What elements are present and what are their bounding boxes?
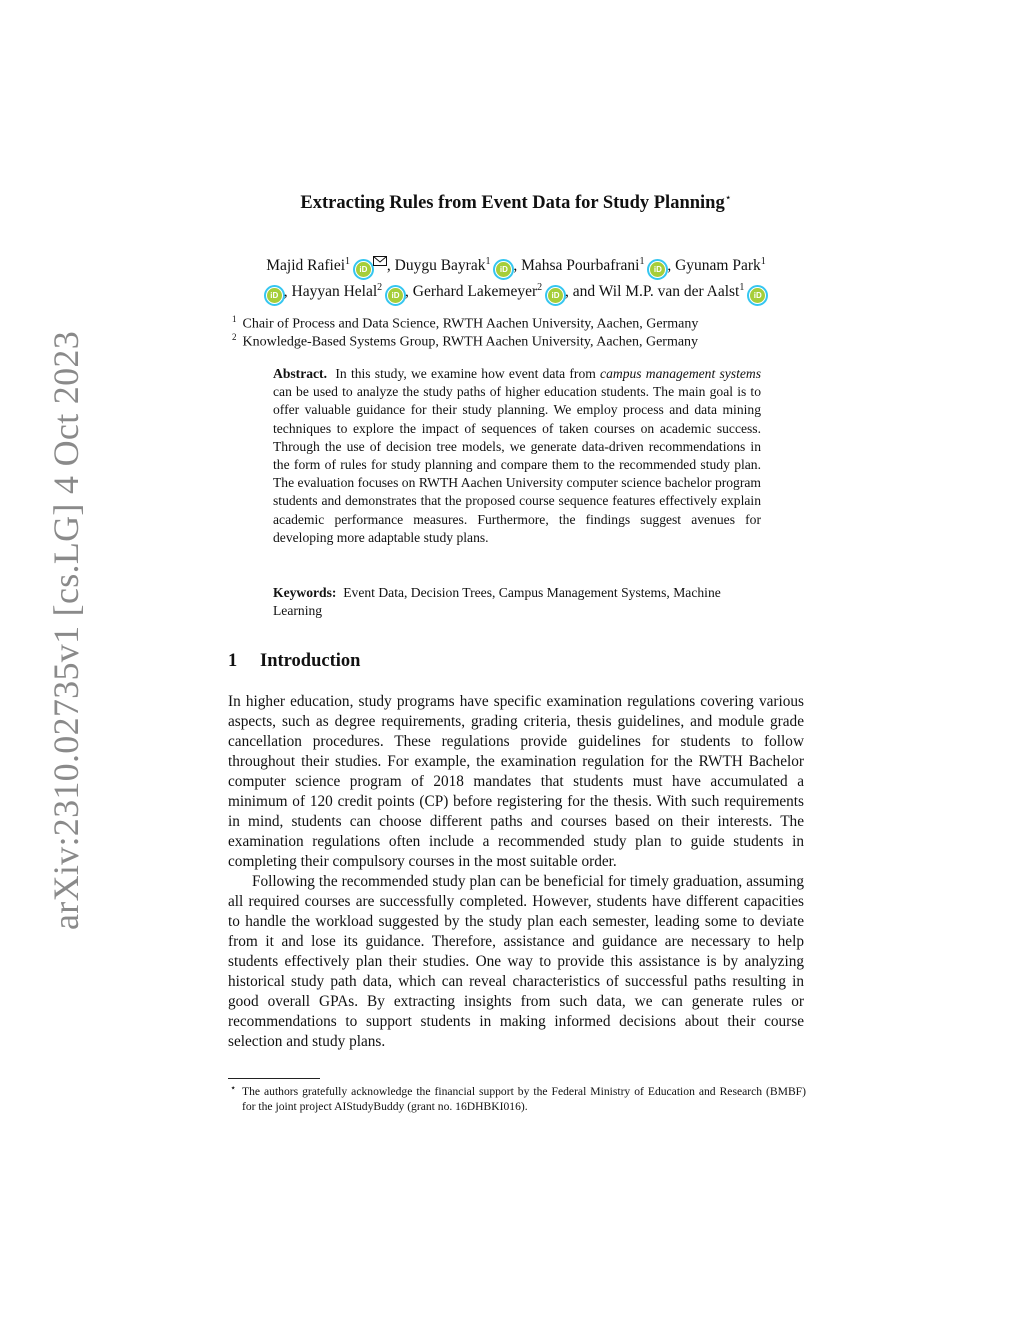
orcid-icon[interactable]: iD — [267, 288, 282, 303]
author-affil-sup: 1 — [739, 282, 745, 294]
section-heading — [228, 651, 360, 672]
abstract-italic: campus management systems — [600, 366, 761, 381]
author-name: Mahsa Pourbafrani — [521, 257, 640, 275]
orcid-icon[interactable]: iD — [750, 288, 765, 303]
author-affil-sup: 1 — [760, 256, 766, 267]
author-list: Majid Rafiei$^1$ iD , Duygu Bayrak$^1$ iD , Mahsa Pourbafrani$^1$ iD , Gyunam Park$^1$ iD , Hayyan Helal$^2$ iD , Gerhard Lakemeyer$^2$ iD , and Wil M.P. van der Aalst$^1$ iD — [222, 251, 810, 303]
paragraph: Following the recommended study plan can be beneficial for timely graduation, assuming all required courses are successfully completed. However, students have different capacities to handle the workload suggested by the study plan each semester, leading some to deviate from it and lose its guidance. Therefore, assistance and guidance are necessary to help students effectively plan their studies. One way to provide this assistance is by analyzing historical study path data, which can reveal characteristics of successful paths resulting in good overall GPAs. By extracting insights from such data, we can generate rules or recommendations to support students in making informed decisions about their course selection and study plans. — [228, 873, 804, 1050]
orcid-icon[interactable]: iD — [548, 288, 563, 303]
abstract-text-start: In this study, we examine how event data from — [335, 366, 601, 381]
affiliation-text: Knowledge-Based Systems Group, RWTH Aachen University, Aachen, Germany — [242, 334, 699, 350]
affiliation-text: Chair of Process and Data Science, RWTH Aachen University, Aachen, Germany — [242, 316, 699, 332]
keywords — [273, 584, 761, 620]
author-name: Hayyan Helal — [291, 283, 378, 301]
orcid-icon[interactable]: iD — [496, 262, 511, 277]
author-affil-sup: 2 — [377, 282, 383, 294]
author-name: Gyunam Park — [675, 257, 761, 275]
keywords-label: Keywords: — [273, 585, 337, 600]
paragraph: In higher education, study programs have specific examination regulations covering various aspects, such as degree requirements, grading criteria, thesis guidelines, and module grade cancellation procedures. These regulations provide guidelines for students to follow throughout their studies. For example, the examination regulation for the RWTH Bachelor computer science program of 2018 mandates that students must have accumulated a minimum of 120 credit points (CP) before registering for the thesis. With such requirements in mind, students can choose different paths and courses based on their interests. The examination regulations often include a recommended study plan to guide students in completing their compulsory courses in the most suitable order. — [228, 693, 804, 870]
body-text — [228, 692, 804, 1052]
orcid-icon[interactable]: iD — [356, 262, 371, 277]
paper-title — [228, 191, 804, 214]
author-name: Gerhard Lakemeyer — [412, 283, 538, 301]
author-affil-sup: 1 — [485, 256, 491, 267]
section-number: 1 — [228, 651, 238, 671]
title-footnote-mark[interactable]: ⋆ — [724, 192, 732, 204]
affiliation-sup: 1 — [232, 314, 237, 324]
abstract-label: Abstract. — [273, 366, 327, 381]
keywords-text: Event Data, Decision Trees, Campus Management Systems, Machine Learning — [273, 585, 721, 619]
affiliation-2 — [232, 328, 812, 352]
abstract-text-rest: can be used to analyze the study paths of higher education students. The main goal is to offer valuable guidance for their study planning. We employ process and data mining techniques to explore the impact of sequences of taken courses on academic success. Through the use of decision tree models, we generate data-driven recommendations in the form of rules for study planning and compare them to the recommended study plan. The evaluation focuses on RWTH Aachen University computer science bachelor program students and demonstrates that the proposed course sequence features effectively explain academic performance measures. Furthermore, the findings suggest avenues for developing more adaptable study plans. — [273, 384, 761, 545]
footnote-rule — [228, 1078, 320, 1079]
author-name: Wil M.P. van der Aalst — [598, 283, 740, 301]
orcid-icon[interactable]: iD — [650, 262, 665, 277]
affiliation-sup: 2 — [232, 332, 237, 342]
footnote — [228, 1084, 806, 1114]
author-affil-sup: 1 — [345, 256, 351, 267]
email-icon[interactable] — [373, 256, 387, 266]
author-name: Majid Rafiei — [266, 257, 346, 275]
footnote-mark: ⋆ — [230, 1083, 237, 1094]
section-title: Introduction — [260, 651, 361, 671]
title-text: Extracting Rules from Event Data for Study Planning — [300, 193, 725, 214]
arxiv-side-identifier: arXiv:2310.02735v1 [cs.LG] 4 Oct 2023 — [46, 331, 86, 930]
author-affil-sup: 2 — [537, 282, 543, 294]
abstract — [273, 365, 761, 547]
footnote-text: The authors gratefully acknowledge the financial support by the Federal Ministry of Education and Research (BMBF) for the joint project AIStudyBuddy (grant no. 16DHBKI016). — [242, 1085, 806, 1113]
author-name: Duygu Bayrak — [394, 257, 486, 275]
orcid-icon[interactable]: iD — [388, 288, 403, 303]
author-affil-sup: 1 — [639, 256, 645, 267]
author-and: and — [572, 283, 596, 301]
